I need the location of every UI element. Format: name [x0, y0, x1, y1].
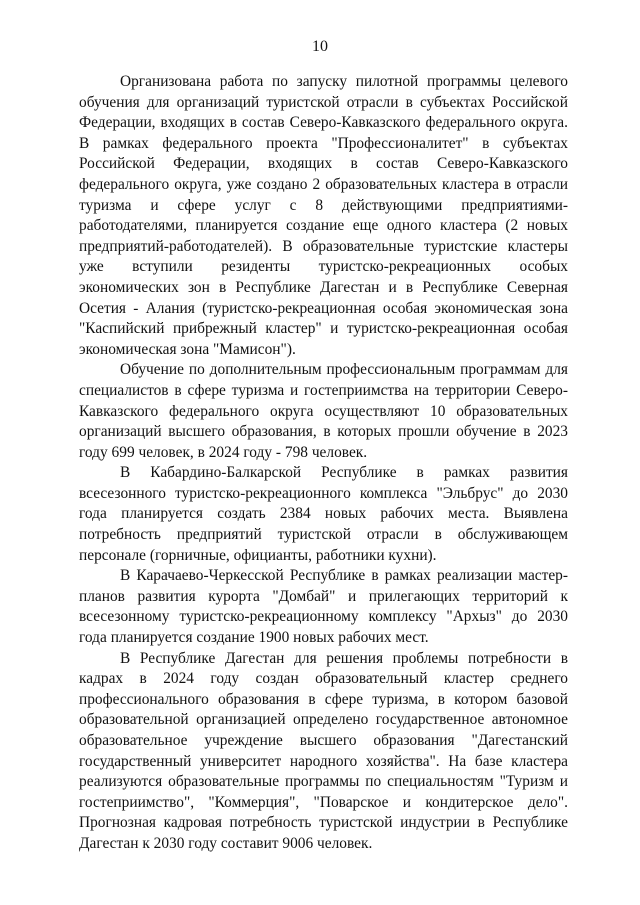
- paragraph-kabardino-balkaria: В Кабардино-Балкарской Республике в рамках развития всесезонного туристско-рекреационного комплекса "Эльбрус" до 2030 года планируется создать 2384 новых рабочих места. Выявлена потребность предприятий туристской отрасли в обслуживающем персонале (горничные, официанты, работники кухни).: [79, 464, 568, 564]
- paragraph-additional-training: Обучение по дополнительным профессиональным программам для специалистов в сфере туризма и гостеприимства на территории Северо-Кавказского федерального округа осуществляют 10 образовательных организаций высшего образования, в которых прошли обучение в 2023 году 699 человек, в 2024 году - 798 человек.: [79, 361, 568, 461]
- page-number: 10: [312, 38, 328, 55]
- paragraph-dagestan: В Республике Дагестан для решения проблемы потребности в кадрах в 2024 году создан образовательный кластер среднего профессионального образования в сфере туризма, в котором базовой образовательной организацией определено государственное автономное образовательное учреждение высшего образования "Дагестанский государственный университет народного хозяйства". На базе кластера реализуются образовательные программы по специальностям "Туризм и гостеприимство", "Коммерция", "Поварское и кондитерское дело". Прогнозная кадровая потребность туристской индустрии в Республике Дагестан к 2030 году составит 9006 человек.: [79, 649, 568, 852]
- document-body: [79, 72, 568, 855]
- paragraph-karachay-cherkessia: В Карачаево-Черкесской Республике в рамках реализации мастер-планов развития курорта "Домбай" и прилегающих территорий к всесезонному туристско-рекреационному комплексу "Архыз" до 2030 года планируется создание 1900 новых рабочих мест.: [79, 567, 568, 647]
- paragraph-pilot-program: Организована работа по запуску пилотной программы целевого обучения для организаций туристской отрасли в субъектах Российской Федерации, входящих в состав Северо-Кавказского федерального округа. В рамках федерального проекта "Профессионалитет" в субъектах Российской Федерации, входящих в состав Северо-Кавказского федерального округа, уже создано 2 образовательных кластера в отрасли туризма и сфере услуг с 8 действующими предприятиями-работодателями, планируется создание еще одного кластера (2 новых предприятий-работодателей). В образовательные туристские кластеры уже вступили резиденты туристско-рекреационных особых экономических зон в Республике Дагестан и в Республике Северная Осетия - Алания (туристско-рекреационная особая экономическая зона "Каспийский прибрежный кластер" и туристско-рекреационная особая экономическая зона "Мамисон").: [79, 73, 568, 358]
